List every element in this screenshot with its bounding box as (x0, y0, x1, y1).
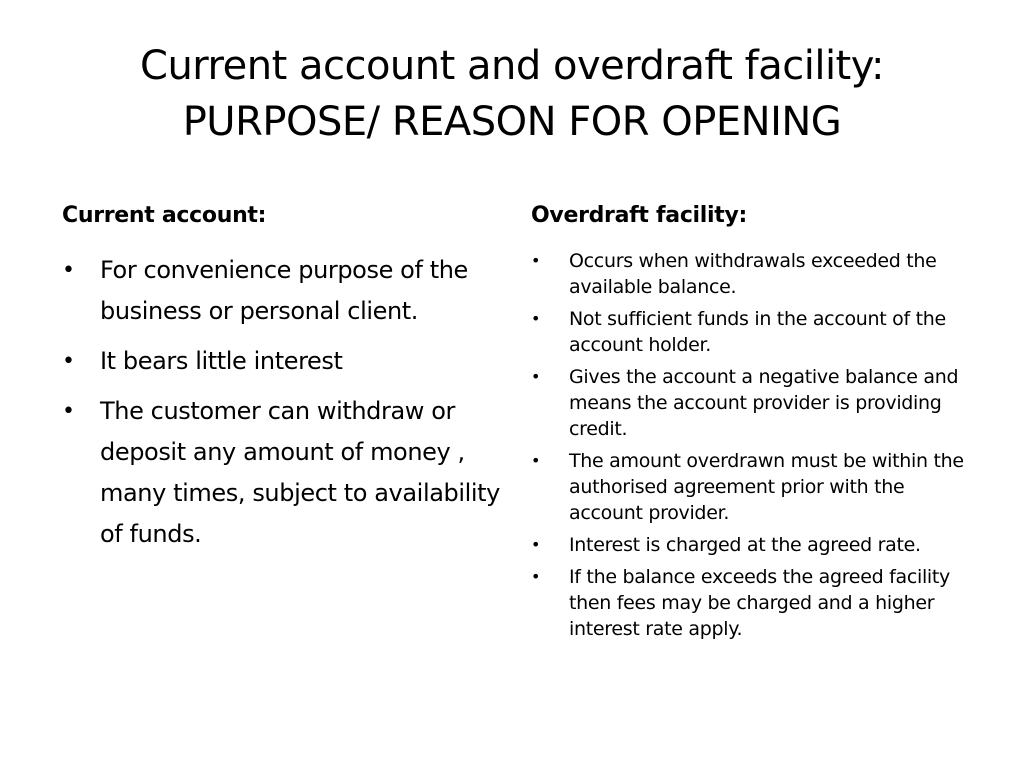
list-item (62, 391, 502, 555)
bullet-icon: • (62, 258, 75, 283)
list-item (62, 341, 502, 382)
list-item (531, 306, 971, 358)
bullet-icon: • (62, 399, 75, 424)
bullet-icon: • (531, 251, 541, 270)
slide-title (40, 38, 984, 150)
current-account-column (62, 200, 502, 564)
bullet-icon: • (531, 451, 541, 470)
overdraft-facility-column (531, 200, 971, 648)
list-item (62, 250, 502, 332)
list-item (531, 448, 971, 526)
current-account-heading: Current account: (62, 203, 267, 228)
list-item (531, 564, 971, 642)
list-item-text: The amount overdrawn must be within the authorised agreement prior with the account provider. (569, 450, 964, 524)
list-item-text: If the balance exceeds the agreed facility then fees may be charged and a higher interest rate apply. (569, 566, 950, 640)
current-account-list (62, 250, 502, 555)
bullet-icon: • (62, 349, 75, 374)
bullet-icon: • (531, 535, 541, 554)
list-item-text: Gives the account a negative balance and means the account provider is providing credit. (569, 366, 959, 440)
bullet-icon: • (531, 309, 541, 328)
bullet-icon: • (531, 367, 541, 386)
overdraft-facility-heading: Overdraft facility: (531, 203, 748, 228)
title-line-1: Current account and overdraft facility: (140, 43, 884, 89)
overdraft-facility-list (531, 248, 971, 642)
list-item-text: Not sufficient funds in the account of the account holder. (569, 308, 946, 356)
list-item-text: For convenience purpose of the business or personal client. (100, 256, 468, 325)
list-item-text: Interest is charged at the agreed rate. (569, 534, 921, 556)
list-item-text: The customer can withdraw or deposit any amount of money , many times, subject to availability of funds. (100, 397, 500, 548)
list-item-text: It bears little interest (100, 347, 343, 375)
list-item (531, 532, 971, 558)
bullet-icon: • (531, 567, 541, 586)
title-line-2: PURPOSE/ REASON FOR OPENING (182, 99, 842, 145)
list-item (531, 248, 971, 300)
list-item (531, 364, 971, 442)
list-item-text: Occurs when withdrawals exceeded the available balance. (569, 250, 937, 298)
